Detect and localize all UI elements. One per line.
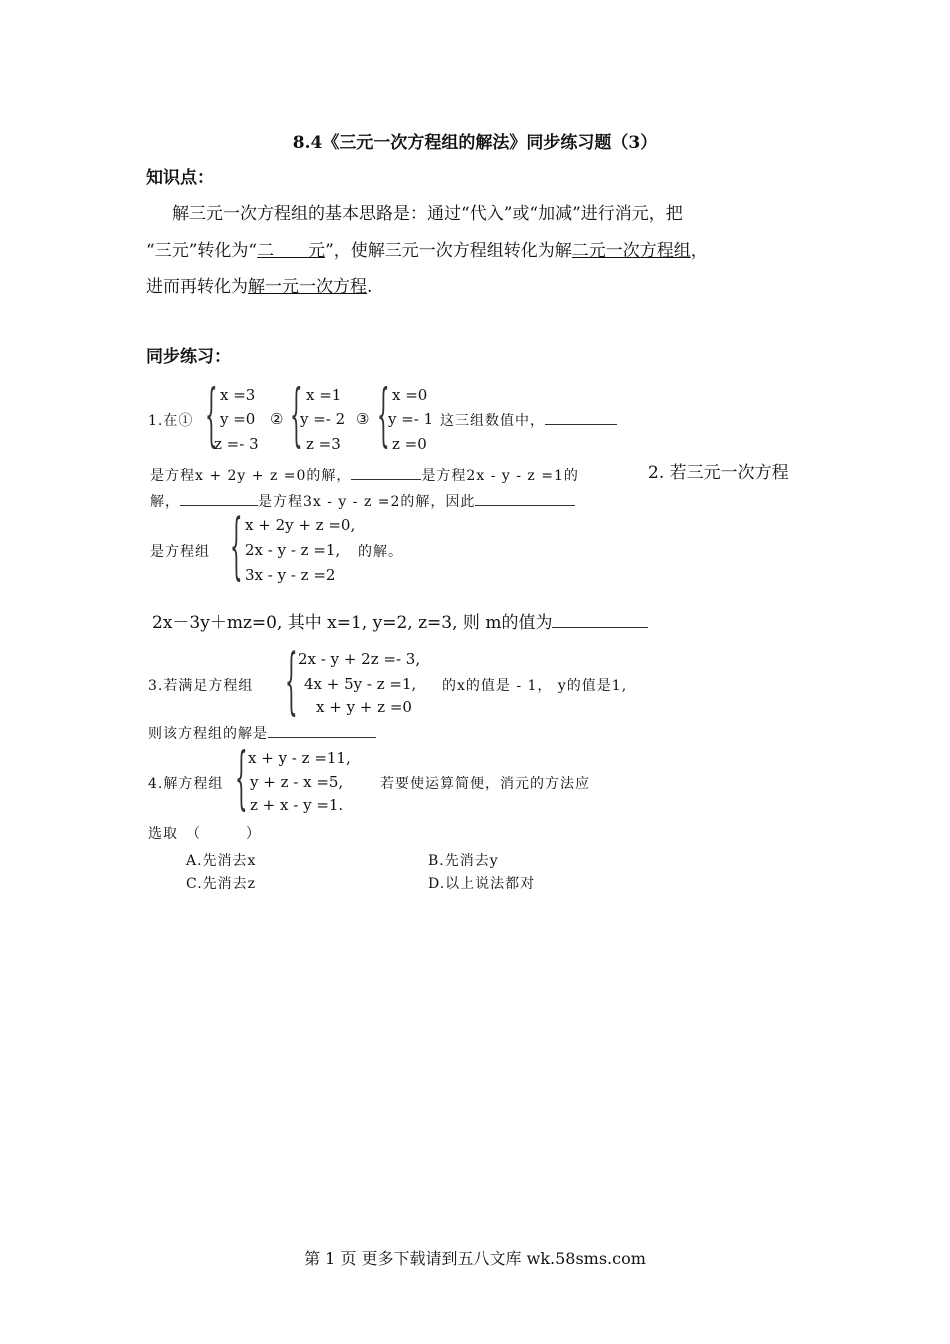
q1-sys3-eq3: z =0 bbox=[392, 435, 427, 453]
q1-sys3-eq1: x =0 bbox=[392, 386, 428, 404]
q4-tail: 若要使运算简便，消元的方法应 bbox=[380, 776, 590, 792]
knowledge-line-1: 解三元一次方程组的基本思路是：通过“代入”或“加减”进行消元，把 bbox=[172, 204, 683, 224]
knowledge-text: “三元”转化为“ bbox=[146, 241, 258, 261]
knowledge-text: ， bbox=[690, 241, 708, 261]
q4-sys-eq2: y + z - x =5, bbox=[250, 773, 344, 791]
q4-lead: 4.解方程组 bbox=[148, 776, 224, 792]
q1-line-3 bbox=[150, 491, 575, 511]
brace-icon: { bbox=[377, 377, 390, 456]
q3-text: 则该方程组的解是 bbox=[148, 726, 268, 742]
q1-mark-3: ③ bbox=[356, 410, 370, 428]
option-a: A.先消去x bbox=[186, 853, 257, 869]
knowledge-text: 进而再转化为 bbox=[146, 277, 248, 297]
answer-blank-filled: 二 元 bbox=[257, 241, 326, 261]
page-title: 8.4《三元一次方程组的解法》同步练习题（3） bbox=[292, 133, 658, 153]
answer-blank bbox=[545, 410, 617, 425]
q1-text: 是方程3x - y - z =2的解，因此 bbox=[258, 494, 476, 510]
q1-sys3-eq2: y =- 1 bbox=[388, 410, 434, 428]
practice-heading: 同步练习： bbox=[146, 347, 231, 367]
q1-line-2 bbox=[150, 465, 579, 485]
q1-sys1-eq2: y =0 bbox=[220, 410, 256, 428]
q1-tail-text: 这三组数值中， bbox=[440, 413, 545, 429]
knowledge-line-2 bbox=[146, 236, 708, 261]
option-b: B.先消去y bbox=[428, 853, 499, 869]
answer-blank bbox=[552, 611, 648, 628]
q1-sys2-eq1: x =1 bbox=[306, 386, 342, 404]
answer-blank bbox=[475, 491, 575, 506]
q3-sys-eq3: x + y + z =0 bbox=[316, 698, 412, 716]
q1-sys2-eq2: y =- 2 bbox=[300, 410, 346, 428]
answer-blank bbox=[180, 491, 258, 506]
q3-lead: 3.若满足方程组 bbox=[148, 678, 254, 694]
q1-sys4-eq1: x + 2y + z =0, bbox=[245, 516, 356, 534]
brace-icon: { bbox=[290, 377, 303, 456]
brace-icon: { bbox=[235, 740, 248, 819]
q4-line-2: 选取 （ ） bbox=[148, 826, 261, 842]
knowledge-text: ”，使解三元一次方程组转化为解 bbox=[325, 241, 572, 261]
answer-blank-filled: 解一元一次方程 bbox=[248, 277, 367, 297]
q3-line-2 bbox=[148, 723, 376, 743]
q1-sys2-eq3: z =3 bbox=[306, 435, 341, 453]
q3-sys-eq1: 2x - y + 2z =- 3, bbox=[298, 650, 421, 668]
q2-body bbox=[152, 608, 648, 633]
q1-lead: 1.在① bbox=[148, 413, 194, 429]
answer-blank-filled: 二元一次方程组 bbox=[571, 241, 691, 261]
q2-text: 2x－3y＋mz=0, 其中 x=1, y=2, z=3, 则 m的值为 bbox=[152, 613, 553, 633]
q1-line-4-lead: 是方程组 bbox=[150, 544, 210, 560]
brace-icon: { bbox=[230, 506, 243, 588]
q3-tail: 的x的值是 - 1， y的值是1, bbox=[442, 678, 628, 694]
q1-sys4-eq2: 2x - y - z =1, bbox=[245, 541, 341, 559]
knowledge-line-3 bbox=[146, 272, 372, 297]
q3-sys-eq2: 4x + 5y - z =1, bbox=[304, 675, 417, 693]
q2-head: 2. 若三元一次方程 bbox=[648, 463, 789, 483]
q1-text: 解， bbox=[150, 494, 180, 510]
option-c: C.先消去z bbox=[186, 876, 257, 892]
option-d: D.以上说法都对 bbox=[428, 876, 536, 892]
q1-sys4-eq3: 3x - y - z =2 bbox=[245, 566, 336, 584]
q1-text: 是方程x + 2y + z =0的解， bbox=[150, 468, 352, 484]
q4-sys-eq3: z + x - y =1. bbox=[250, 796, 344, 814]
brace-icon: { bbox=[205, 377, 218, 456]
q1-sys1-eq1: x =3 bbox=[220, 386, 256, 404]
knowledge-text: . bbox=[367, 277, 373, 297]
page-footer: 第 1 页 更多下载请到五八文库 wk.58sms.com bbox=[304, 1249, 646, 1268]
q1-sys1-eq3: z =- 3 bbox=[214, 435, 259, 453]
q1-tail bbox=[440, 410, 617, 430]
q1-text: 是方程2x - y - z =1的 bbox=[421, 468, 579, 484]
knowledge-heading: 知识点： bbox=[146, 168, 214, 188]
q1-mark-2: ② bbox=[270, 410, 284, 428]
answer-blank bbox=[268, 723, 376, 738]
brace-icon: { bbox=[285, 641, 298, 723]
answer-blank bbox=[351, 465, 421, 480]
q1-line-4-tail: 的解。 bbox=[358, 544, 403, 560]
q4-sys-eq1: x + y - z =11, bbox=[248, 749, 351, 767]
